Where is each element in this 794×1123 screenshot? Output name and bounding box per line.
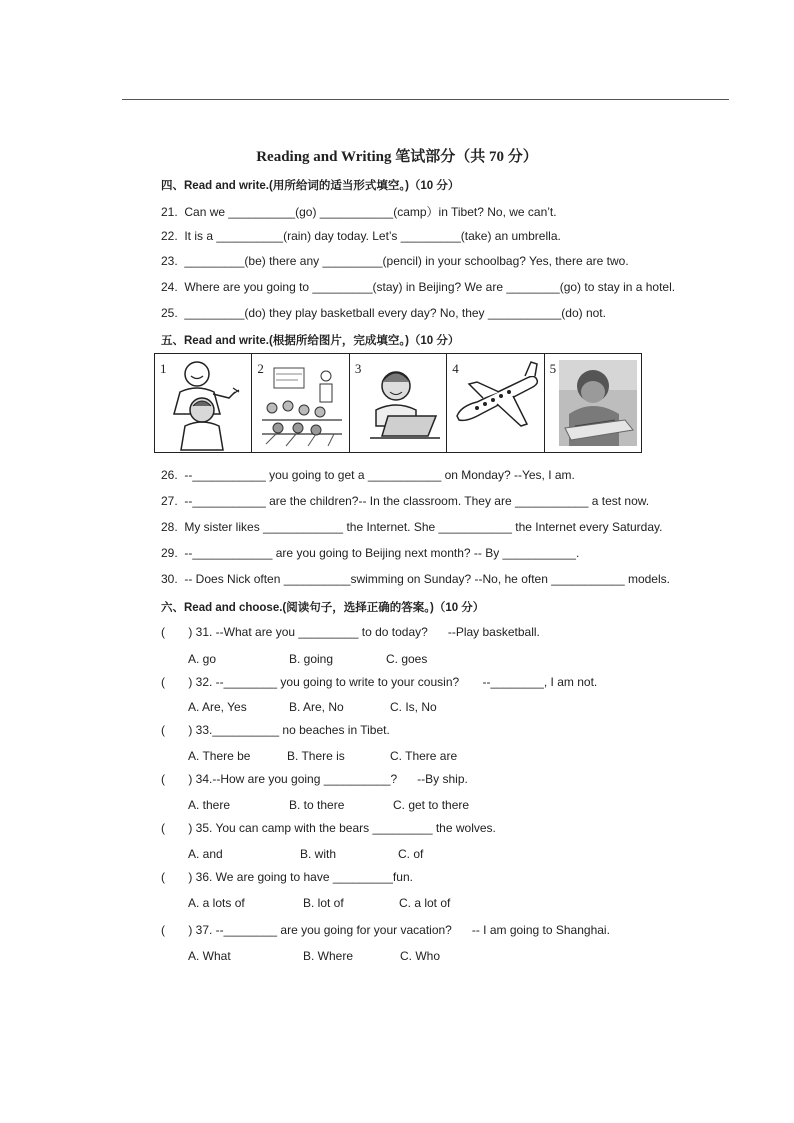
picture-strip [154, 353, 642, 453]
question-31: ( ) 31. --What are you _________ to do today? --Play basketball. [161, 625, 540, 639]
picture-5-photo [545, 354, 641, 452]
section-4-heading: 四、Read and write.(用所给词的适当形式填空。)（10 分） [161, 180, 460, 192]
picture-number: 5 [549, 361, 557, 376]
picture-number: 1 [160, 361, 167, 376]
question-22: 22. It is a __________(rain) day today. Let’s _________(take) an umbrella. [161, 229, 561, 243]
picture-4-plane [447, 354, 544, 452]
option-32-a: A. Are, Yes [188, 700, 247, 714]
question-34: ( ) 34.--How are you going __________? --By ship. [161, 772, 468, 786]
barber-illustration [155, 354, 252, 452]
option-36-b: B. lot of [303, 896, 344, 910]
question-21: 21. Can we __________(go) ___________(camp）in Tibet? No, we can’t. [161, 205, 557, 219]
question-26: 26. --___________ you going to get a ___________ on Monday? --Yes, I am. [161, 468, 575, 482]
option-36-c: C. a lot of [399, 896, 451, 910]
question-27: 27. --___________ are the children?-- In the classroom. They are ___________ a test now. [161, 494, 650, 508]
option-31-c: C. goes [386, 652, 428, 666]
question-32: ( ) 32. --________ you going to write to your cousin? --________, I am not. [161, 675, 598, 689]
question-30: 30. -- Does Nick often __________swimming on Sunday? --No, he often ___________ models. [161, 572, 670, 586]
option-36-a: A. a lots of [188, 896, 245, 910]
option-37-b: B. Where [303, 949, 354, 963]
option-37-a: A. What [188, 949, 231, 963]
picture-number: 3 [354, 361, 362, 376]
picture-1-barber [155, 354, 252, 452]
option-31-b: B. going [289, 652, 334, 666]
question-33: ( ) 33.__________ no beaches in Tibet. [161, 723, 390, 737]
question-36: ( ) 36. We are going to have _________fun. [161, 870, 413, 884]
section-6-heading: 六、Read and choose.(阅读句子，选择正确的答案。)（10 分） [161, 602, 485, 614]
picture-number: 2 [257, 361, 264, 376]
boy-making-models-photo [545, 354, 641, 452]
option-32-c: C. Is, No [390, 700, 437, 714]
question-28: 28. My sister likes ____________ the Internet. She ___________ the Internet every Saturday. [161, 520, 663, 534]
picture-3-computer [350, 354, 447, 452]
boy-at-computer-illustration [350, 354, 447, 452]
header-rule [122, 99, 729, 100]
question-23: 23. _________(be) there any _________(pencil) in your schoolbag? Yes, there are two. [161, 254, 629, 268]
question-35: ( ) 35. You can camp with the bears _________ the wolves. [161, 821, 496, 835]
option-32-b: B. Are, No [289, 700, 344, 714]
option-33-c: C. There are [390, 749, 458, 763]
option-34-c: C. get to there [393, 798, 470, 812]
option-34-b: B. to there [289, 798, 345, 812]
page-title: Reading and Writing 笔试部分（共 70 分） [256, 149, 538, 165]
option-34-a: A. there [188, 798, 231, 812]
section-5-heading: 五、Read and write.(根据所给图片，完成填空。)（10 分） [161, 335, 460, 347]
picture-number: 4 [452, 361, 459, 376]
question-29: 29. --____________ are you going to Beijing next month? -- By ___________. [161, 546, 580, 560]
option-31-a: A. go [188, 652, 217, 666]
option-33-a: A. There be [188, 749, 251, 763]
option-37-c: C. Who [400, 949, 441, 963]
option-35-c: C. of [398, 847, 424, 861]
classroom-illustration [252, 354, 349, 452]
picture-2-classroom [252, 354, 349, 452]
airplane-illustration [447, 354, 544, 452]
option-35-a: A. and [188, 847, 223, 861]
option-35-b: B. with [300, 847, 337, 861]
question-24: 24. Where are you going to _________(stay) in Beijing? We are ________(go) to stay in a hotel. [161, 280, 676, 294]
question-25: 25. _________(do) they play basketball every day? No, they ___________(do) not. [161, 306, 606, 320]
option-33-b: B. There is [287, 749, 345, 763]
question-37: ( ) 37. --________ are you going for your vacation? -- I am going to Shanghai. [161, 923, 610, 937]
